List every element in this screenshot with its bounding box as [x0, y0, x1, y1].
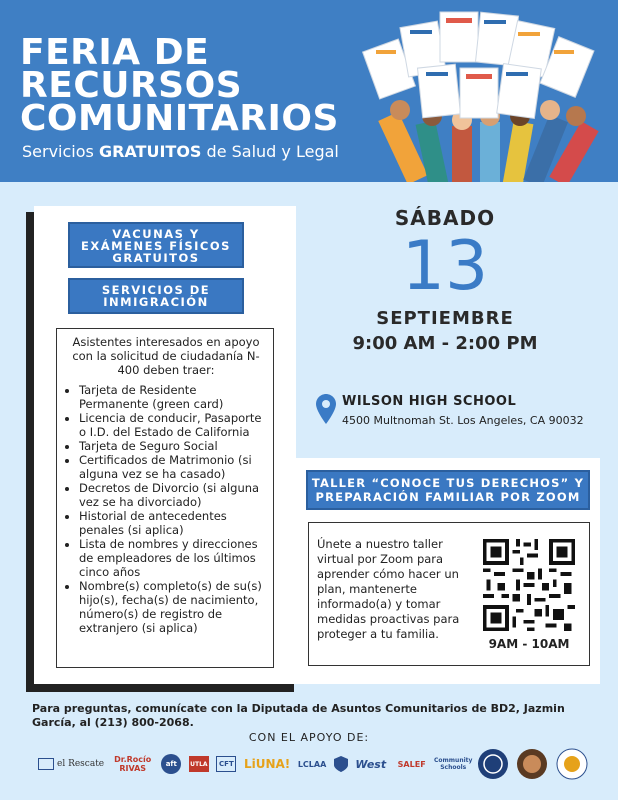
circle-seal-logo-3: [556, 748, 588, 780]
list-item: • Historial de antecedentes penales (si aplica): [79, 509, 267, 537]
seal-logo: [334, 756, 348, 772]
lclaa-logo: LCLAA: [297, 759, 327, 769]
title-line-3: COMUNITARIOS: [20, 98, 339, 139]
raised-hands-illustration: [360, 4, 610, 182]
sponsor-logos: [38, 746, 588, 782]
workshop-card: [296, 458, 600, 684]
vaccines-label: VACUNAS Y EXÁMENES FÍSICOS GRATUITOS: [68, 222, 244, 268]
utla-logo: UTLA: [189, 756, 209, 772]
event-date: [320, 206, 570, 354]
el-rescate-icon: [38, 758, 54, 770]
list-item: • Decretos de Divorcio (si alguna vez se ha divorciado): [79, 481, 267, 509]
requirements-intro: Asistentes interesados en apoyo con la solicitud de ciudadanía N-400 deben traer:: [72, 335, 260, 377]
event-day: SÁBADO: [394, 206, 496, 230]
location-name: WILSON HIGH SCHOOL: [342, 394, 517, 409]
event-month: SEPTIEMBRE: [376, 308, 514, 329]
workshop-time: 9AM - 10AM: [488, 637, 570, 651]
support-label: CON EL APOYO DE:: [248, 731, 370, 744]
requirements-box: [56, 328, 274, 668]
seal-icon: [556, 748, 588, 780]
el-rescate-logo: el Rescate: [38, 758, 104, 770]
event-date-number: 13: [401, 227, 489, 306]
requirements-list: [65, 383, 267, 635]
list-item: • Tarjeta de Seguro Social: [79, 439, 267, 453]
list-item: • Licencia de conducir, Pasaporte o I.D. del Estado de California: [79, 411, 267, 439]
services-card: [34, 206, 296, 684]
workshop-description: Únete a nuestro taller virtual por Zoom para aprender cómo hacer un plan, mantenerte informado(a) y tomar medidas proactivas para proteger a tu familia.: [317, 537, 460, 641]
salef-logo: SALEF: [397, 759, 426, 769]
location-pin-icon: [316, 394, 336, 424]
circle-seal-logo-1: [477, 748, 509, 780]
immigration-label: SERVICIOS DE INMIGRACIÓN: [68, 278, 244, 314]
title-line-1: FERIA DE: [20, 32, 210, 73]
page-title: [20, 32, 339, 139]
west-logo: West: [355, 757, 387, 771]
list-item: • Lista de nombres y direcciones de empleadores de los últimos cinco años: [79, 537, 267, 579]
rivas-logo: Dr.Rocío RIVAS: [114, 755, 152, 773]
subtitle: Servicios GRATUITOS de Salud y Legal: [22, 142, 339, 161]
location-address: 4500 Multnomah St. Los Angeles, CA 90032: [342, 414, 584, 427]
title-line-2: RECURSOS: [20, 65, 243, 106]
list-item: • Tarjeta de Residente Permanente (green card): [79, 383, 267, 411]
list-item: • Nombre(s) completo(s) de su(s) hijo(s), fecha(s) de nacimiento, número(s) de registro de extranjero (si aplica): [79, 579, 267, 635]
qr-code-icon[interactable]: [483, 539, 575, 631]
event-time: 9:00 AM - 2:00 PM: [352, 333, 538, 354]
workshop-box: [308, 522, 590, 666]
circle-seal-logo-2: [516, 748, 548, 780]
contact-info: Para preguntas, comunícate con la Diputada de Asuntos Comunitarios de BD2, Jazmin García, al (213) 800-2068.: [32, 702, 565, 729]
community-schools-logo: Community Schools: [434, 757, 473, 771]
list-item: • Certificados de Matrimonio (si alguna vez se ha casado): [79, 453, 267, 481]
cft-logo: CFT: [216, 756, 236, 772]
workshop-title: TALLER “CONOCE TUS DERECHOS” Y PREPARACIÓN FAMILIAR POR ZOOM: [306, 470, 590, 510]
shield-icon: [334, 756, 348, 772]
liuna-logo: LiUNA!: [243, 757, 291, 771]
header-banner: [0, 0, 618, 182]
seal-icon: [516, 748, 548, 780]
aft-logo: aft: [161, 754, 181, 774]
seal-icon: [477, 748, 509, 780]
